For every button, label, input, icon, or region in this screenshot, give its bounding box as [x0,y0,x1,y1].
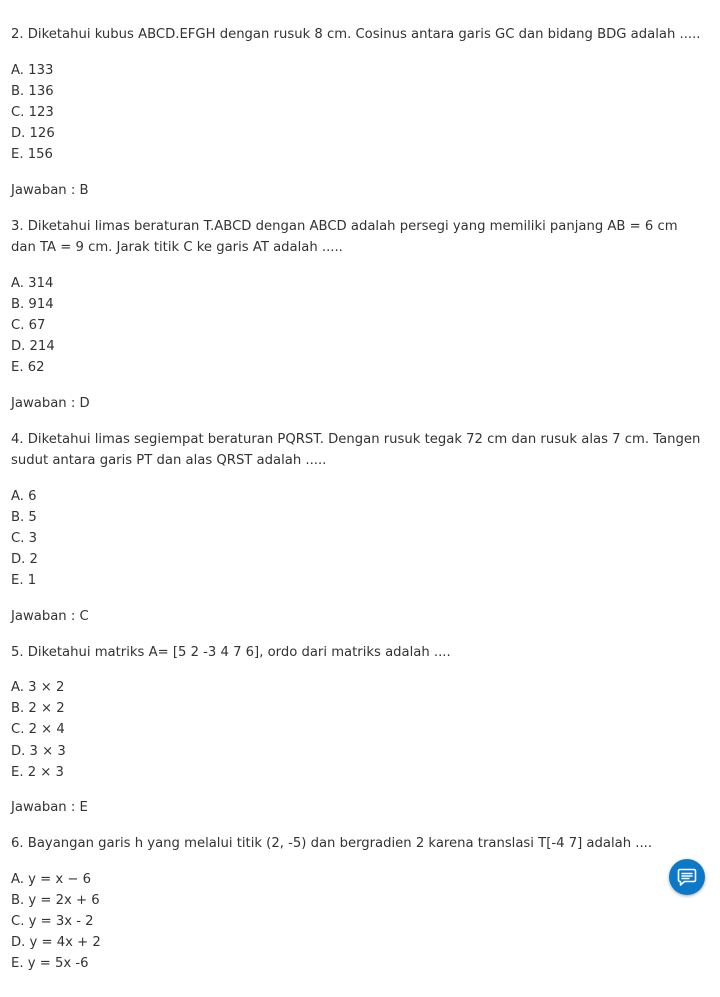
option-a: A. 3 × 2 [11,680,65,696]
answer-text: Jawaban : C [11,608,89,624]
option-d: D. 3 × 3 [11,743,66,759]
option-b: B. 914 [11,296,54,312]
option-e: E. 2 × 3 [11,764,64,780]
chat-button[interactable] [669,859,705,895]
option-a: A. y = x − 6 [11,871,92,887]
option-b: B. 5 [11,509,37,525]
question-block [11,24,701,201]
question-text: 6. Bayangan garis h yang melalui titik (2, -5) dan bergradien 2 karena translasi T[-4 7] adalah .... [11,836,653,852]
option-a: A. 314 [11,275,54,291]
option-a: A. 133 [11,62,54,78]
option-d: D. y = 4x + 2 [11,935,101,951]
option-c: C. 67 [11,317,46,333]
option-c: C. 2 × 4 [11,722,65,738]
option-b: B. 2 × 2 [11,701,65,717]
option-b: B. 136 [11,83,54,99]
option-b: B. y = 2x + 6 [11,892,100,908]
option-list [11,486,701,592]
question-text: 5. Diketahui matriks A= [5 2 -3 4 7 6], ordo dari matriks adalah .... [11,644,451,660]
option-d: D. 126 [11,126,55,142]
question-block [11,642,701,819]
option-a: A. 6 [11,488,37,504]
option-d: D. 214 [11,339,55,355]
option-c: C. 3 [11,530,37,546]
answer-text: Jawaban : B [11,182,89,198]
option-e: E. 156 [11,147,53,163]
question-text: 4. Diketahui limas segiempat beraturan PQRST. Dengan rusuk tegak 72 cm dan rusuk alas 7 cm. Tangen sudut antara garis PT dan alas QRST adalah ..... [11,431,701,469]
answer-text: Jawaban : E [11,800,88,816]
option-d: D. 2 [11,552,38,568]
question-block [11,833,701,975]
option-e: E. 62 [11,360,45,376]
option-c: C. 123 [11,104,54,120]
option-c: C. y = 3x - 2 [11,913,94,929]
answer-text: Jawaban : D [11,395,90,411]
option-e: E. 1 [11,573,37,589]
question-text: 2. Diketahui kubus ABCD.EFGH dengan rusuk 8 cm. Cosinus antara garis GC dan bidang BDG adalah ..... [11,27,701,42]
option-list [11,677,701,783]
chat-icon [677,867,697,887]
article-content [11,24,701,989]
option-list [11,869,701,975]
option-list [11,273,701,379]
question-block [11,216,701,415]
question-block [11,429,701,628]
option-list [11,60,701,166]
option-e: E. y = 5x -6 [11,956,89,972]
question-text: 3. Diketahui limas beraturan T.ABCD dengan ABCD adalah persegi yang memiliki panjang AB = 6 cm dan TA = 9 cm. Jarak titik C ke garis AT adalah ..... [11,218,678,256]
